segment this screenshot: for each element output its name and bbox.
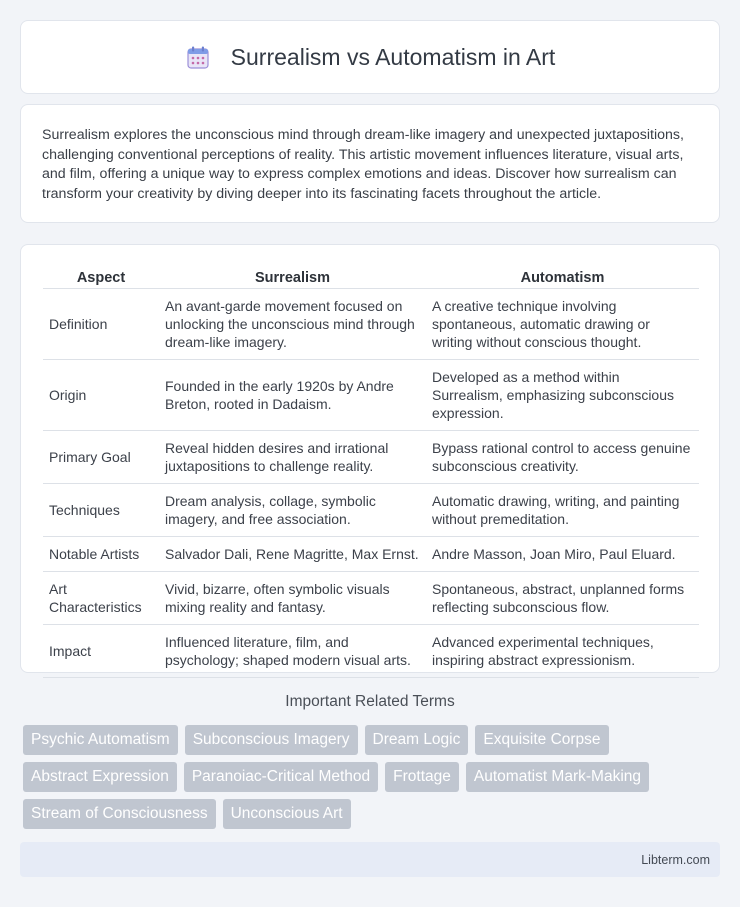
footer-bar xyxy=(20,842,720,877)
page-title: Surrealism vs Automatism in Art xyxy=(230,43,556,70)
row-surrealism: Vivid, bizarre, often symbolic visuals mixing reality and fantasy. xyxy=(159,572,426,625)
row-automatism: A creative technique involving spontaneous, automatic drawing or writing without conscious thought. xyxy=(426,289,699,360)
row-aspect: Origin xyxy=(43,360,159,431)
row-surrealism: Founded in the early 1920s by Andre Breton, rooted in Dadaism. xyxy=(159,360,426,431)
table-row xyxy=(43,625,699,678)
related-terms-title: Important Related Terms xyxy=(285,693,455,710)
row-surrealism: An avant-garde movement focused on unlocking the unconscious mind through dream-like imagery. xyxy=(159,289,426,360)
related-term-tag[interactable]: Stream of Consciousness xyxy=(23,799,216,829)
comparison-card xyxy=(20,244,720,673)
related-term-tag[interactable]: Unconscious Art xyxy=(223,799,351,829)
calendar-icon xyxy=(185,44,211,70)
table-row xyxy=(43,431,699,484)
footer-site-link[interactable]: Libterm.com xyxy=(641,852,710,867)
row-automatism: Advanced experimental techniques, inspiring abstract expressionism. xyxy=(426,625,699,678)
header-automatism: Automatism xyxy=(426,267,699,289)
related-term-tag[interactable]: Automatist Mark-Making xyxy=(466,762,649,792)
row-surrealism: Dream analysis, collage, symbolic imagery, and free association. xyxy=(159,484,426,537)
row-automatism: Andre Masson, Joan Miro, Paul Eluard. xyxy=(426,537,699,572)
related-term-tag[interactable]: Exquisite Corpse xyxy=(475,725,608,755)
related-terms-list xyxy=(23,725,723,829)
row-automatism: Automatic drawing, writing, and painting without premeditation. xyxy=(426,484,699,537)
related-term-tag[interactable]: Frottage xyxy=(385,762,459,792)
table-row xyxy=(43,484,699,537)
header-card xyxy=(20,20,720,94)
table-row xyxy=(43,537,699,572)
row-automatism: Bypass rational control to access genuine subconscious creativity. xyxy=(426,431,699,484)
header-surrealism: Surrealism xyxy=(159,267,426,289)
row-aspect: Definition xyxy=(43,289,159,360)
row-aspect: Impact xyxy=(43,625,159,678)
row-surrealism: Salvador Dali, Rene Magritte, Max Ernst. xyxy=(159,537,426,572)
row-aspect: Art Characteristics xyxy=(43,572,159,625)
header-aspect: Aspect xyxy=(43,267,159,289)
row-surrealism: Reveal hidden desires and irrational juxtapositions to challenge reality. xyxy=(159,431,426,484)
comparison-table xyxy=(43,267,699,678)
related-term-tag[interactable]: Subconscious Imagery xyxy=(185,725,358,755)
table-header-row xyxy=(43,267,699,289)
row-automatism: Spontaneous, abstract, unplanned forms reflecting subconscious flow. xyxy=(426,572,699,625)
related-term-tag[interactable]: Dream Logic xyxy=(365,725,469,755)
table-row xyxy=(43,572,699,625)
row-surrealism: Influenced literature, film, and psychology; shaped modern visual arts. xyxy=(159,625,426,678)
intro-card xyxy=(20,104,720,223)
row-aspect: Notable Artists xyxy=(43,537,159,572)
related-term-tag[interactable]: Abstract Expression xyxy=(23,762,177,792)
row-aspect: Primary Goal xyxy=(43,431,159,484)
table-row xyxy=(43,289,699,360)
related-term-tag[interactable]: Paranoiac-Critical Method xyxy=(184,762,378,792)
related-term-tag[interactable]: Psychic Automatism xyxy=(23,725,178,755)
row-automatism: Developed as a method within Surrealism, emphasizing subconscious expression. xyxy=(426,360,699,431)
table-row xyxy=(43,360,699,431)
row-aspect: Techniques xyxy=(43,484,159,537)
intro-paragraph: Surrealism explores the unconscious mind through dream-like imagery and unexpected juxtapositions, challenging conventional perceptions of reality. This artistic movement influences literature, visual arts, and film, offering a unique way to express complex emotions and ideas. Discover how surrealism can transform your creativity by diving deeper into its fascinating facets throughout the article. xyxy=(42,127,684,202)
